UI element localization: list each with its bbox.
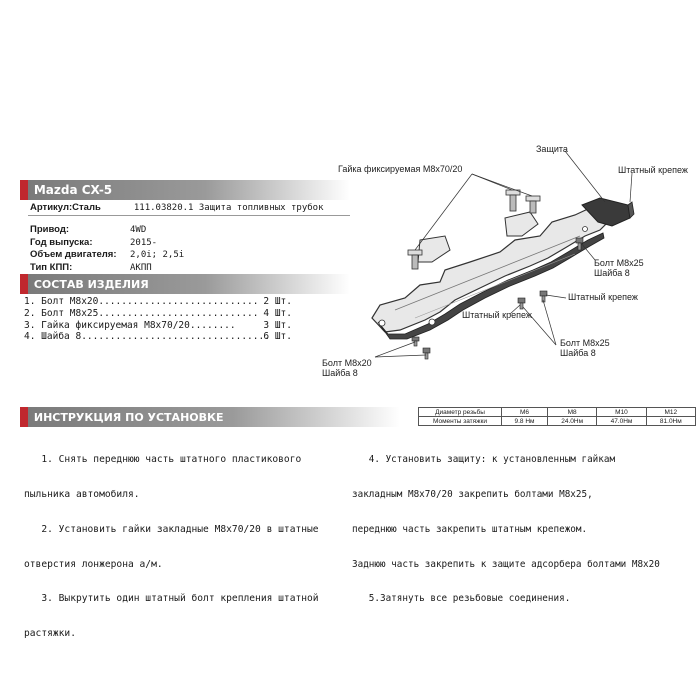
bolt [423, 348, 430, 359]
table-row [419, 408, 696, 417]
table-cell: 81.0Нм [646, 417, 695, 426]
instruction-line: 3. Выкрутить один штатный болт крепления штатной [24, 593, 319, 605]
spec-value: 4WD [130, 225, 147, 235]
instruction-line: 4. Установить защиту: к установленным гайкам [352, 454, 616, 466]
install-banner [20, 407, 400, 427]
bolt [412, 337, 419, 346]
spec-value: 2015- [130, 237, 158, 248]
label-std-mount: Штатный крепеж [462, 310, 532, 320]
table-cell: Моменты затяжки [419, 417, 502, 426]
kit-item-text: 1. Болт М8х20............................ [24, 296, 259, 307]
table-cell: М10 [597, 408, 646, 417]
spec-label: Год выпуска: [30, 236, 93, 248]
instruction-line: закладным М8х70/20 закрепить болтами М8х25, [352, 488, 593, 500]
fixing-nut [526, 196, 540, 213]
table-cell: 47.0Нм [597, 417, 646, 426]
instruction-line: переднюю часть закрепить штатным крепежом. [352, 523, 588, 535]
accent-bar [20, 407, 28, 427]
table-row [419, 417, 696, 426]
label-std-mount: Штатный крепеж [618, 165, 688, 175]
kit-item-text: 3. Гайка фиксируемая М8х70/20........ [24, 319, 236, 331]
label-std-mount: Штатный крепеж [568, 292, 638, 302]
label-bolt-m8x25 [594, 258, 644, 278]
kit-item-qty: 6 Шт. [263, 331, 292, 343]
label-bolt: Болт М8х25 [594, 258, 644, 268]
instruction-line: Заднюю часть закрепить к защите адсорбера болтами М8х20 [352, 558, 660, 570]
table-cell: М8 [548, 408, 597, 417]
label-guard: Защита [536, 144, 568, 154]
kit-item-qty: 3 Шт. [263, 319, 292, 331]
label-washer: Шайба 8 [322, 368, 358, 378]
instruction-line: 5.Затянуть все резьбовые соединения. [352, 593, 571, 605]
bolt [540, 291, 547, 302]
instruction-line: 1. Снять переднюю часть штатного пластикового [24, 454, 302, 466]
spec-label: Привод: [30, 224, 70, 235]
spec-label: Тип КПП: [30, 261, 73, 273]
label-washer: Шайба 8 [560, 348, 596, 358]
table-cell: М12 [646, 408, 695, 417]
spec-value: 2,0i; 2,5i [130, 250, 185, 260]
kit-title: СОСТАВ ИЗДЕЛИЯ [28, 274, 350, 294]
spec-value: АКПП [130, 262, 152, 273]
label-bolt-m8x25 [560, 338, 610, 358]
install-title: ИНСТРУКЦИЯ ПО УСТАНОВКЕ [28, 407, 400, 427]
instruction-line: 2. Установить гайки закладные М8х70/20 в штатные [24, 523, 319, 535]
kit-item-text: 2. Болт М8х25............................ [24, 307, 259, 319]
torque-table [418, 407, 696, 426]
table-cell: Диаметр резьбы [419, 408, 502, 417]
kit-item-text: 4. Шайба 8................................. [24, 331, 270, 343]
model-title: Mazda CX-5 [28, 180, 350, 200]
label-fixing-nut: Гайка фиксируемая М8х70/20 [338, 164, 463, 174]
instructions-right [352, 431, 660, 617]
fixing-nut [506, 190, 520, 211]
label-bolt: Болт М8х20 [322, 358, 372, 368]
instruction-line: отверстия лонжерона а/м. [24, 558, 163, 570]
instruction-line: пыльника автомобиля. [24, 488, 140, 500]
label-bolt-m8x20 [322, 358, 372, 378]
label-washer: Шайба 8 [594, 268, 630, 278]
label-bolt: Болт М8х25 [560, 338, 610, 348]
table-cell: М6 [502, 408, 548, 417]
article-value: 111.03820.1 Защита топливных трубок [133, 203, 324, 213]
instructions-left [24, 431, 319, 651]
spec-label: Объем двигателя: [30, 249, 117, 260]
table-cell: 24.0Нм [548, 417, 597, 426]
kit-item-qty: 2 Шт. [263, 296, 292, 307]
table-cell: 9.8 Нм [502, 417, 548, 426]
article-label: Артикул:Сталь [30, 202, 101, 213]
instruction-line: растяжки. [24, 628, 76, 640]
kit-item-qty: 4 Шт. [263, 307, 292, 319]
bolt [518, 298, 525, 309]
